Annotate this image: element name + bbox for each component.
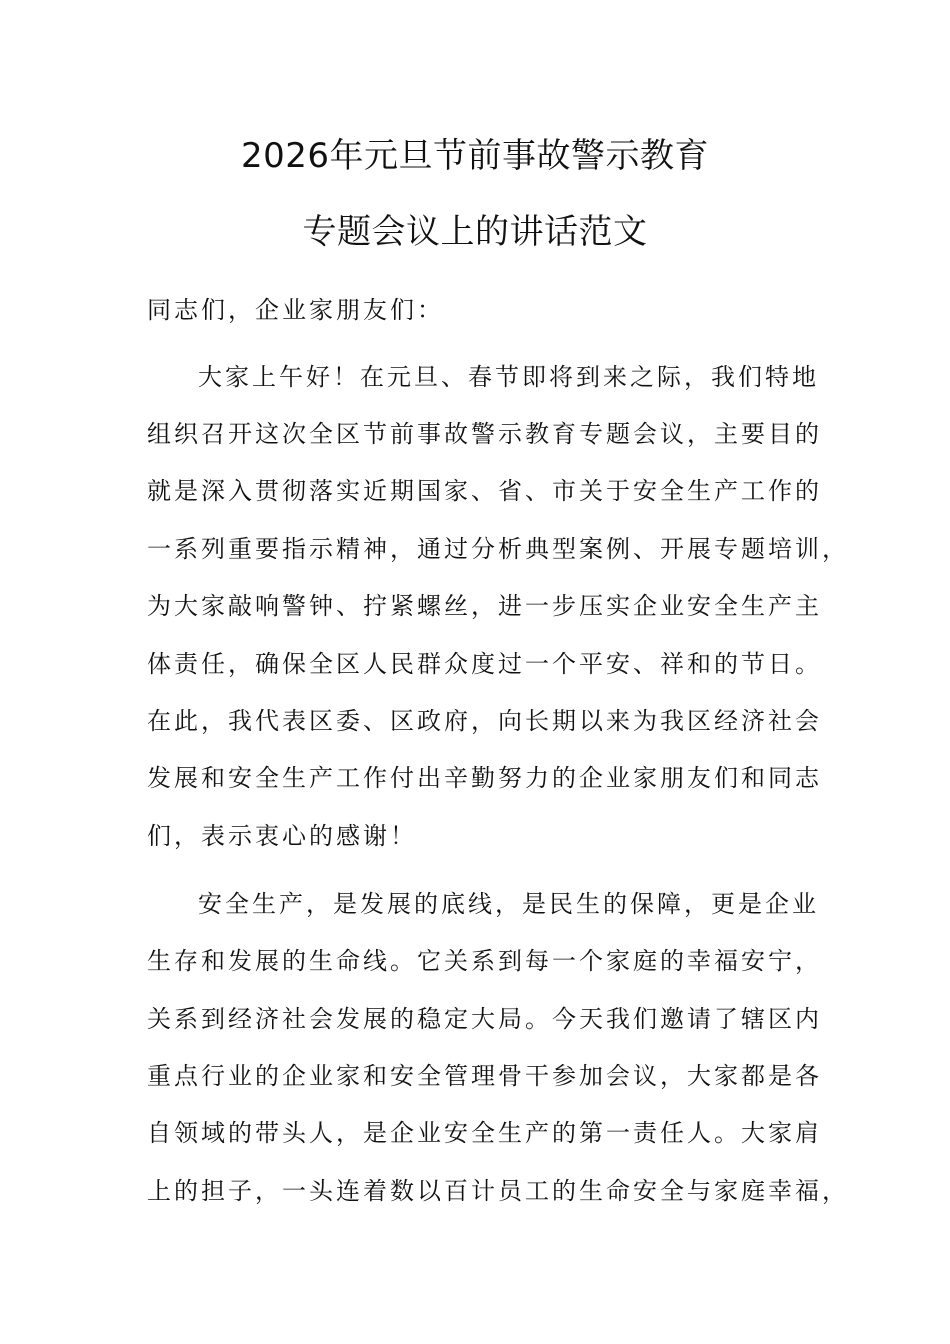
paragraph-2-line: 自领域的带头人，是企业安全生产的第一责任人。大家肩 bbox=[147, 1119, 822, 1147]
paragraph-1-line: 一系列重要指示精神，通过分析典型案例、开展专题培训， bbox=[147, 535, 849, 563]
paragraph-1-line: 在此，我代表区委、区政府，向长期以来为我区经济社会 bbox=[147, 707, 822, 735]
document-title-line-1: 2026年元旦节前事故警示教育 bbox=[240, 136, 710, 176]
salutation: 同志们，企业家朋友们： bbox=[147, 296, 444, 324]
paragraph-1-line: 组织召开这次全区节前事故警示教育专题会议，主要目的 bbox=[147, 420, 822, 448]
paragraph-2-line: 生存和发展的生命线。它关系到每一个家庭的幸福安宁， bbox=[147, 947, 822, 975]
document-title-line-2: 专题会议上的讲话范文 bbox=[302, 212, 648, 252]
paragraph-2-line: 安全生产，是发展的底线，是民生的保障，更是企业 bbox=[198, 890, 819, 918]
paragraph-2-line: 关系到经济社会发展的稳定大局。今天我们邀请了辖区内 bbox=[147, 1005, 822, 1033]
paragraph-1-line: 们，表示衷心的感谢！ bbox=[147, 822, 417, 850]
paragraph-2-line: 上的担子，一头连着数以百计员工的生命安全与家庭幸福， bbox=[147, 1177, 849, 1205]
paragraph-1-line: 为大家敲响警钟、拧紧螺丝，进一步压实企业安全生产主 bbox=[147, 592, 822, 620]
paragraph-1-line: 就是深入贯彻落实近期国家、省、市关于安全生产工作的 bbox=[147, 477, 822, 505]
paragraph-1-line: 大家上午好！在元旦、春节即将到来之际，我们特地 bbox=[198, 363, 819, 391]
paragraph-2-line: 重点行业的企业家和安全管理骨干参加会议，大家都是各 bbox=[147, 1062, 822, 1090]
paragraph-1-line: 体责任，确保全区人民群众度过一个平安、祥和的节日。 bbox=[147, 650, 822, 678]
paragraph-1-line: 发展和安全生产工作付出辛勤努力的企业家朋友们和同志 bbox=[147, 764, 822, 792]
